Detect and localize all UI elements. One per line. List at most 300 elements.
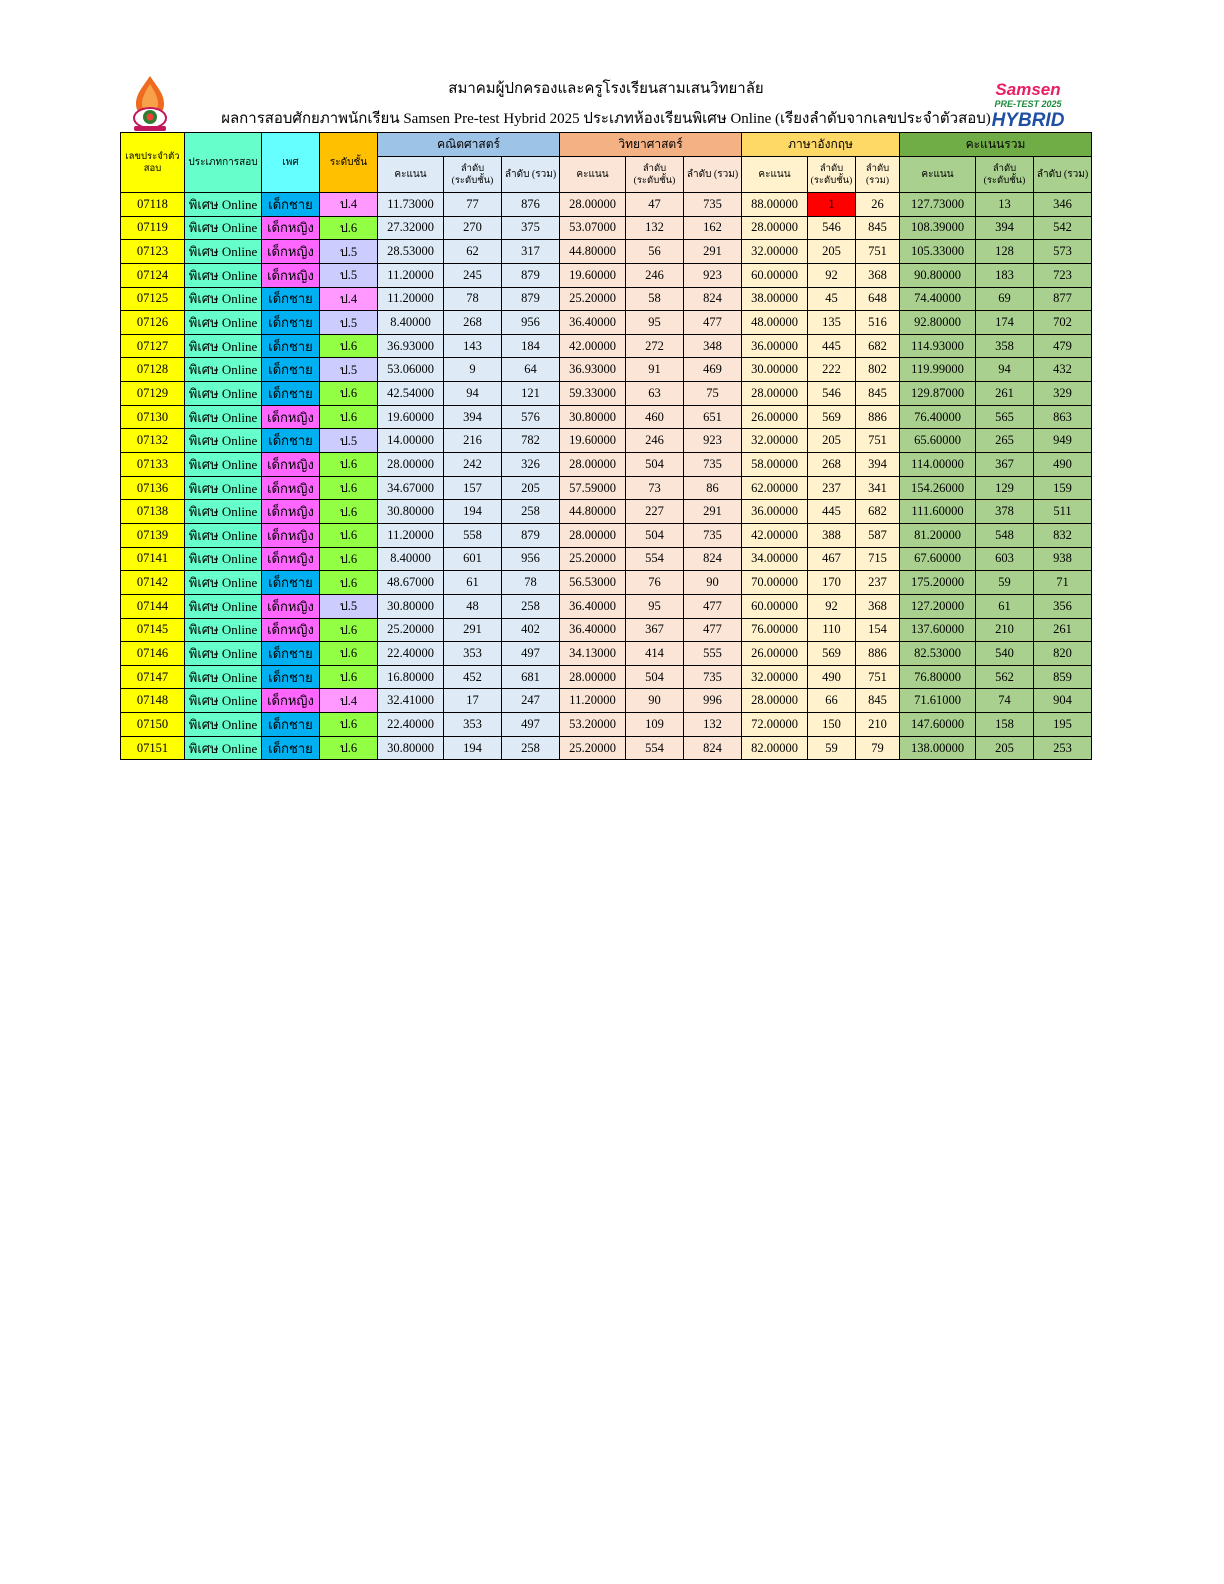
tot-rank-grade-cell: 13 xyxy=(976,193,1034,217)
sci-rank-all-cell: 162 xyxy=(684,216,742,240)
eng-rank-grade-cell: 569 xyxy=(808,405,856,429)
eng-rank-grade-cell: 237 xyxy=(808,476,856,500)
math-rank-grade-cell: 353 xyxy=(444,642,502,666)
exam-type-cell: พิเศษ Online xyxy=(185,500,262,524)
tot-rank-all-cell: 511 xyxy=(1034,500,1092,524)
grade-cell: ป.6 xyxy=(320,713,378,737)
math-score-cell: 22.40000 xyxy=(378,713,444,737)
tot-score-cell: 105.33000 xyxy=(900,240,976,264)
grade-cell: ป.6 xyxy=(320,547,378,571)
eng-score-cell: 38.00000 xyxy=(742,287,808,311)
tot-rank-all-cell: 490 xyxy=(1034,453,1092,477)
eng-rank-all-cell: 751 xyxy=(856,240,900,264)
sci-score-cell: 28.00000 xyxy=(560,523,626,547)
eng-rank-all-cell: 587 xyxy=(856,523,900,547)
exam-id-cell: 07128 xyxy=(121,358,185,382)
sci-rank-grade-cell: 95 xyxy=(626,311,684,335)
tot-rank-grade-cell: 129 xyxy=(976,476,1034,500)
math-rank-all-cell: 402 xyxy=(502,618,560,642)
math-score-cell: 30.80000 xyxy=(378,594,444,618)
sex-cell: เด็กชาย xyxy=(262,287,320,311)
tot-rank-grade-cell: 74 xyxy=(976,689,1034,713)
sci-score-cell: 53.07000 xyxy=(560,216,626,240)
sex-cell: เด็กชาย xyxy=(262,358,320,382)
sci-score-cell: 57.59000 xyxy=(560,476,626,500)
math-score-cell: 11.20000 xyxy=(378,523,444,547)
tot-score-cell: 71.61000 xyxy=(900,689,976,713)
math-rank-all-cell: 576 xyxy=(502,405,560,429)
sci-rank-all-cell: 651 xyxy=(684,405,742,429)
math-rank-grade-cell: 291 xyxy=(444,618,502,642)
math-rank-grade-cell: 353 xyxy=(444,713,502,737)
tot-rank-grade-cell: 565 xyxy=(976,405,1034,429)
sci-rank-all-cell: 477 xyxy=(684,594,742,618)
english-rank-grade-header: ลำดับ (ระดับชั้น) xyxy=(808,157,856,193)
sci-rank-grade-cell: 227 xyxy=(626,500,684,524)
tot-score-cell: 138.00000 xyxy=(900,736,976,760)
tot-rank-grade-cell: 603 xyxy=(976,547,1034,571)
eng-score-cell: 70.00000 xyxy=(742,571,808,595)
sci-rank-all-cell: 90 xyxy=(684,571,742,595)
eng-rank-all-cell: 845 xyxy=(856,216,900,240)
sci-rank-all-cell: 291 xyxy=(684,240,742,264)
tot-rank-all-cell: 253 xyxy=(1034,736,1092,760)
eng-score-cell: 32.00000 xyxy=(742,240,808,264)
tot-rank-all-cell: 702 xyxy=(1034,311,1092,335)
exam-id-cell: 07124 xyxy=(121,263,185,287)
eng-score-cell: 32.00000 xyxy=(742,429,808,453)
exam-type-cell: พิเศษ Online xyxy=(185,453,262,477)
sex-cell: เด็กชาย xyxy=(262,334,320,358)
exam-id-cell: 07144 xyxy=(121,594,185,618)
sci-rank-all-cell: 291 xyxy=(684,500,742,524)
exam-id-cell: 07119 xyxy=(121,216,185,240)
tot-score-cell: 129.87000 xyxy=(900,382,976,406)
eng-score-cell: 42.00000 xyxy=(742,523,808,547)
eng-score-cell: 62.00000 xyxy=(742,476,808,500)
tot-score-cell: 67.60000 xyxy=(900,547,976,571)
math-score-cell: 28.53000 xyxy=(378,240,444,264)
exam-type-cell: พิเศษ Online xyxy=(185,665,262,689)
math-rank-grade-cell: 601 xyxy=(444,547,502,571)
grade-cell: ป.6 xyxy=(320,500,378,524)
tot-rank-grade-cell: 210 xyxy=(976,618,1034,642)
sci-rank-grade-cell: 504 xyxy=(626,665,684,689)
exam-id-cell: 07127 xyxy=(121,334,185,358)
math-rank-all-cell: 258 xyxy=(502,500,560,524)
math-score-cell: 11.20000 xyxy=(378,263,444,287)
math-score-cell: 53.06000 xyxy=(378,358,444,382)
tot-score-cell: 90.80000 xyxy=(900,263,976,287)
math-rank-all-cell: 879 xyxy=(502,287,560,311)
sex-cell: เด็กหญิง xyxy=(262,476,320,500)
sci-rank-grade-cell: 554 xyxy=(626,736,684,760)
grade-cell: ป.5 xyxy=(320,311,378,335)
sci-rank-all-cell: 735 xyxy=(684,193,742,217)
tot-score-cell: 147.60000 xyxy=(900,713,976,737)
eng-rank-all-cell: 368 xyxy=(856,263,900,287)
math-score-cell: 30.80000 xyxy=(378,736,444,760)
tot-rank-grade-cell: 358 xyxy=(976,334,1034,358)
exam-id-cell: 07125 xyxy=(121,287,185,311)
tot-rank-all-cell: 820 xyxy=(1034,642,1092,666)
math-score-cell: 19.60000 xyxy=(378,405,444,429)
sci-rank-grade-cell: 63 xyxy=(626,382,684,406)
sci-rank-all-cell: 824 xyxy=(684,287,742,311)
eng-rank-all-cell: 845 xyxy=(856,382,900,406)
math-rank-all-cell: 326 xyxy=(502,453,560,477)
total-rank-all-header: ลำดับ (รวม) xyxy=(1034,157,1092,193)
math-rank-all-cell: 78 xyxy=(502,571,560,595)
sci-score-cell: 59.33000 xyxy=(560,382,626,406)
exam-type-cell: พิเศษ Online xyxy=(185,476,262,500)
col-grade: ระดับชั้น xyxy=(320,133,378,193)
eng-rank-grade-cell: 569 xyxy=(808,642,856,666)
english-score-header: คะแนน xyxy=(742,157,808,193)
sci-score-cell: 36.93000 xyxy=(560,358,626,382)
exam-type-cell: พิเศษ Online xyxy=(185,358,262,382)
exam-id-cell: 07138 xyxy=(121,500,185,524)
tot-rank-all-cell: 71 xyxy=(1034,571,1092,595)
sci-rank-all-cell: 735 xyxy=(684,523,742,547)
exam-id-cell: 07132 xyxy=(121,429,185,453)
sex-cell: เด็กชาย xyxy=(262,311,320,335)
tot-rank-grade-cell: 205 xyxy=(976,736,1034,760)
tot-score-cell: 114.00000 xyxy=(900,453,976,477)
sex-cell: เด็กหญิง xyxy=(262,618,320,642)
exam-id-cell: 07150 xyxy=(121,713,185,737)
exam-id-cell: 07142 xyxy=(121,571,185,595)
tot-rank-grade-cell: 540 xyxy=(976,642,1034,666)
grade-cell: ป.6 xyxy=(320,405,378,429)
sci-score-cell: 25.20000 xyxy=(560,736,626,760)
association-title: สมาคมผู้ปกครองและครูโรงเรียนสามเสนวิทยาลัย xyxy=(448,81,764,97)
math-score-cell: 32.41000 xyxy=(378,689,444,713)
tot-rank-grade-cell: 562 xyxy=(976,665,1034,689)
eng-rank-all-cell: 715 xyxy=(856,547,900,571)
grade-cell: ป.6 xyxy=(320,736,378,760)
sex-cell: เด็กหญิง xyxy=(262,405,320,429)
table-row xyxy=(121,665,1092,689)
sci-rank-all-cell: 477 xyxy=(684,618,742,642)
tot-score-cell: 114.93000 xyxy=(900,334,976,358)
grade-cell: ป.6 xyxy=(320,571,378,595)
math-rank-all-cell: 497 xyxy=(502,713,560,737)
math-rank-grade-cell: 157 xyxy=(444,476,502,500)
eng-rank-grade-cell: 222 xyxy=(808,358,856,382)
math-rank-all-cell: 956 xyxy=(502,311,560,335)
tot-score-cell: 74.40000 xyxy=(900,287,976,311)
sci-rank-grade-cell: 460 xyxy=(626,405,684,429)
exam-type-cell: พิเศษ Online xyxy=(185,618,262,642)
sci-score-cell: 36.40000 xyxy=(560,594,626,618)
exam-id-cell: 07148 xyxy=(121,689,185,713)
math-rank-all-cell: 956 xyxy=(502,547,560,571)
samsen-hybrid-logo xyxy=(991,78,1065,131)
tot-rank-all-cell: 356 xyxy=(1034,594,1092,618)
sci-rank-grade-cell: 132 xyxy=(626,216,684,240)
grade-cell: ป.6 xyxy=(320,665,378,689)
svg-text:Samsen: Samsen xyxy=(995,80,1061,99)
table-row xyxy=(121,736,1092,760)
table-row xyxy=(121,618,1092,642)
sci-rank-grade-cell: 504 xyxy=(626,453,684,477)
exam-type-cell: พิเศษ Online xyxy=(185,193,262,217)
tot-score-cell: 127.73000 xyxy=(900,193,976,217)
table-row xyxy=(121,713,1092,737)
math-rank-all-cell: 205 xyxy=(502,476,560,500)
col-exam-id: เลขประจำตัวสอบ xyxy=(121,133,185,193)
sci-rank-grade-cell: 554 xyxy=(626,547,684,571)
exam-type-cell: พิเศษ Online xyxy=(185,287,262,311)
math-rank-grade-cell: 194 xyxy=(444,736,502,760)
sci-rank-all-cell: 348 xyxy=(684,334,742,358)
exam-type-cell: พิเศษ Online xyxy=(185,240,262,264)
total-rank-grade-header: ลำดับ (ระดับชั้น) xyxy=(976,157,1034,193)
sex-cell: เด็กชาย xyxy=(262,382,320,406)
tot-rank-all-cell: 195 xyxy=(1034,713,1092,737)
math-rank-grade-cell: 9 xyxy=(444,358,502,382)
exam-type-cell: พิเศษ Online xyxy=(185,405,262,429)
sci-rank-all-cell: 132 xyxy=(684,713,742,737)
tot-score-cell: 65.60000 xyxy=(900,429,976,453)
sci-score-cell: 36.40000 xyxy=(560,618,626,642)
exam-type-cell: พิเศษ Online xyxy=(185,689,262,713)
sci-score-cell: 56.53000 xyxy=(560,571,626,595)
eng-rank-all-cell: 394 xyxy=(856,453,900,477)
eng-score-cell: 76.00000 xyxy=(742,618,808,642)
eng-score-cell: 60.00000 xyxy=(742,594,808,618)
math-rank-grade-cell: 394 xyxy=(444,405,502,429)
exam-id-cell: 07133 xyxy=(121,453,185,477)
tot-rank-grade-cell: 367 xyxy=(976,453,1034,477)
grade-cell: ป.4 xyxy=(320,287,378,311)
grade-cell: ป.5 xyxy=(320,263,378,287)
math-rank-all-cell: 258 xyxy=(502,736,560,760)
sex-cell: เด็กชาย xyxy=(262,193,320,217)
sex-cell: เด็กหญิง xyxy=(262,240,320,264)
exam-id-cell: 07141 xyxy=(121,547,185,571)
tot-rank-grade-cell: 378 xyxy=(976,500,1034,524)
math-score-cell: 11.73000 xyxy=(378,193,444,217)
tot-rank-all-cell: 261 xyxy=(1034,618,1092,642)
math-rank-grade-cell: 194 xyxy=(444,500,502,524)
table-row xyxy=(121,500,1092,524)
col-total: คะแนนรวม xyxy=(900,133,1092,157)
eng-rank-all-cell: 26 xyxy=(856,193,900,217)
sci-score-cell: 28.00000 xyxy=(560,665,626,689)
table-row xyxy=(121,405,1092,429)
math-rank-all-cell: 64 xyxy=(502,358,560,382)
sci-score-cell: 36.40000 xyxy=(560,311,626,335)
eng-rank-all-cell: 682 xyxy=(856,334,900,358)
sci-rank-grade-cell: 58 xyxy=(626,287,684,311)
eng-score-cell: 34.00000 xyxy=(742,547,808,571)
sci-score-cell: 25.20000 xyxy=(560,547,626,571)
eng-score-cell: 82.00000 xyxy=(742,736,808,760)
table-row xyxy=(121,240,1092,264)
sci-score-cell: 11.20000 xyxy=(560,689,626,713)
total-score-header: คะแนน xyxy=(900,157,976,193)
math-rank-all-cell: 782 xyxy=(502,429,560,453)
tot-rank-all-cell: 904 xyxy=(1034,689,1092,713)
grade-cell: ป.5 xyxy=(320,358,378,382)
tot-rank-all-cell: 329 xyxy=(1034,382,1092,406)
eng-rank-all-cell: 802 xyxy=(856,358,900,382)
sci-rank-all-cell: 824 xyxy=(684,736,742,760)
exam-id-cell: 07136 xyxy=(121,476,185,500)
math-rank-grade-cell: 78 xyxy=(444,287,502,311)
math-rank-all-cell: 317 xyxy=(502,240,560,264)
col-english: ภาษาอังกฤษ xyxy=(742,133,900,157)
exam-id-cell: 07130 xyxy=(121,405,185,429)
math-score-cell: 8.40000 xyxy=(378,311,444,335)
math-rank-grade-cell: 268 xyxy=(444,311,502,335)
sci-rank-grade-cell: 76 xyxy=(626,571,684,595)
eng-rank-grade-cell: 205 xyxy=(808,240,856,264)
tot-rank-grade-cell: 128 xyxy=(976,240,1034,264)
eng-rank-grade-cell: 66 xyxy=(808,689,856,713)
math-rank-all-header: ลำดับ (รวม) xyxy=(502,157,560,193)
sci-score-cell: 44.80000 xyxy=(560,240,626,264)
eng-rank-all-cell: 751 xyxy=(856,665,900,689)
tot-rank-all-cell: 159 xyxy=(1034,476,1092,500)
math-rank-grade-cell: 94 xyxy=(444,382,502,406)
exam-type-cell: พิเศษ Online xyxy=(185,311,262,335)
math-rank-all-cell: 247 xyxy=(502,689,560,713)
sex-cell: เด็กหญิง xyxy=(262,547,320,571)
math-rank-all-cell: 258 xyxy=(502,594,560,618)
svg-text:HYBRID: HYBRID xyxy=(991,110,1065,131)
sex-cell: เด็กชาย xyxy=(262,429,320,453)
table-row xyxy=(121,193,1092,217)
exam-id-cell: 07129 xyxy=(121,382,185,406)
eng-rank-grade-cell: 268 xyxy=(808,453,856,477)
tot-rank-all-cell: 938 xyxy=(1034,547,1092,571)
eng-score-cell: 60.00000 xyxy=(742,263,808,287)
sex-cell: เด็กหญิง xyxy=(262,453,320,477)
math-rank-grade-cell: 48 xyxy=(444,594,502,618)
sci-score-cell: 44.80000 xyxy=(560,500,626,524)
tot-rank-all-cell: 573 xyxy=(1034,240,1092,264)
grade-cell: ป.6 xyxy=(320,642,378,666)
grade-cell: ป.6 xyxy=(320,476,378,500)
col-science: วิทยาศาสตร์ xyxy=(560,133,742,157)
tot-rank-all-cell: 832 xyxy=(1034,523,1092,547)
eng-rank-all-cell: 845 xyxy=(856,689,900,713)
eng-rank-grade-cell: 490 xyxy=(808,665,856,689)
eng-rank-all-cell: 237 xyxy=(856,571,900,595)
tot-rank-all-cell: 877 xyxy=(1034,287,1092,311)
math-rank-all-cell: 876 xyxy=(502,193,560,217)
sci-score-cell: 19.60000 xyxy=(560,429,626,453)
math-rank-all-cell: 879 xyxy=(502,523,560,547)
table-row xyxy=(121,216,1092,240)
math-rank-grade-cell: 245 xyxy=(444,263,502,287)
exam-type-cell: พิเศษ Online xyxy=(185,642,262,666)
tot-score-cell: 76.40000 xyxy=(900,405,976,429)
sci-rank-all-cell: 75 xyxy=(684,382,742,406)
tot-score-cell: 111.60000 xyxy=(900,500,976,524)
math-rank-grade-header: ลำดับ (ระดับชั้น) xyxy=(444,157,502,193)
sci-rank-grade-cell: 90 xyxy=(626,689,684,713)
grade-cell: ป.6 xyxy=(320,334,378,358)
exam-type-cell: พิเศษ Online xyxy=(185,713,262,737)
tot-rank-grade-cell: 548 xyxy=(976,523,1034,547)
sci-rank-all-cell: 735 xyxy=(684,453,742,477)
exam-id-cell: 07147 xyxy=(121,665,185,689)
eng-rank-all-cell: 154 xyxy=(856,618,900,642)
sci-score-cell: 30.80000 xyxy=(560,405,626,429)
sci-rank-grade-cell: 47 xyxy=(626,193,684,217)
sci-rank-grade-cell: 246 xyxy=(626,429,684,453)
math-score-cell: 42.54000 xyxy=(378,382,444,406)
exam-id-cell: 07123 xyxy=(121,240,185,264)
sci-rank-all-cell: 735 xyxy=(684,665,742,689)
math-rank-all-cell: 375 xyxy=(502,216,560,240)
sci-rank-all-cell: 923 xyxy=(684,263,742,287)
eng-rank-grade-cell: 150 xyxy=(808,713,856,737)
tot-score-cell: 76.80000 xyxy=(900,665,976,689)
eng-rank-grade-cell: 45 xyxy=(808,287,856,311)
math-score-cell: 14.00000 xyxy=(378,429,444,453)
page-header xyxy=(120,72,1092,132)
grade-cell: ป.4 xyxy=(320,193,378,217)
grade-cell: ป.6 xyxy=(320,216,378,240)
math-rank-grade-cell: 17 xyxy=(444,689,502,713)
table-row xyxy=(121,547,1092,571)
sci-rank-grade-cell: 367 xyxy=(626,618,684,642)
eng-rank-grade-cell: 445 xyxy=(808,500,856,524)
exam-id-cell: 07126 xyxy=(121,311,185,335)
math-rank-grade-cell: 143 xyxy=(444,334,502,358)
exam-id-cell: 07139 xyxy=(121,523,185,547)
sex-cell: เด็กหญิง xyxy=(262,689,320,713)
tot-rank-grade-cell: 174 xyxy=(976,311,1034,335)
results-body xyxy=(121,193,1092,760)
grade-cell: ป.4 xyxy=(320,689,378,713)
exam-type-cell: พิเศษ Online xyxy=(185,571,262,595)
math-score-cell: 28.00000 xyxy=(378,453,444,477)
col-math: คณิตศาสตร์ xyxy=(378,133,560,157)
tot-rank-all-cell: 542 xyxy=(1034,216,1092,240)
eng-score-cell: 28.00000 xyxy=(742,382,808,406)
exam-id-cell: 07151 xyxy=(121,736,185,760)
results-table xyxy=(120,132,1092,760)
eng-rank-grade-cell: 135 xyxy=(808,311,856,335)
sci-rank-grade-cell: 109 xyxy=(626,713,684,737)
sex-cell: เด็กหญิง xyxy=(262,263,320,287)
math-score-cell: 48.67000 xyxy=(378,571,444,595)
science-score-header: คะแนน xyxy=(560,157,626,193)
science-rank-all-header: ลำดับ (รวม) xyxy=(684,157,742,193)
table-row xyxy=(121,594,1092,618)
tot-score-cell: 175.20000 xyxy=(900,571,976,595)
math-score-cell: 25.20000 xyxy=(378,618,444,642)
exam-id-cell: 07118 xyxy=(121,193,185,217)
exam-id-cell: 07146 xyxy=(121,642,185,666)
eng-rank-grade-cell: 388 xyxy=(808,523,856,547)
eng-rank-grade-cell: 110 xyxy=(808,618,856,642)
tot-score-cell: 119.99000 xyxy=(900,358,976,382)
eng-rank-all-cell: 79 xyxy=(856,736,900,760)
table-row xyxy=(121,453,1092,477)
sex-cell: เด็กหญิง xyxy=(262,500,320,524)
tot-rank-grade-cell: 394 xyxy=(976,216,1034,240)
tot-rank-grade-cell: 94 xyxy=(976,358,1034,382)
tot-score-cell: 137.60000 xyxy=(900,618,976,642)
sci-rank-all-cell: 86 xyxy=(684,476,742,500)
